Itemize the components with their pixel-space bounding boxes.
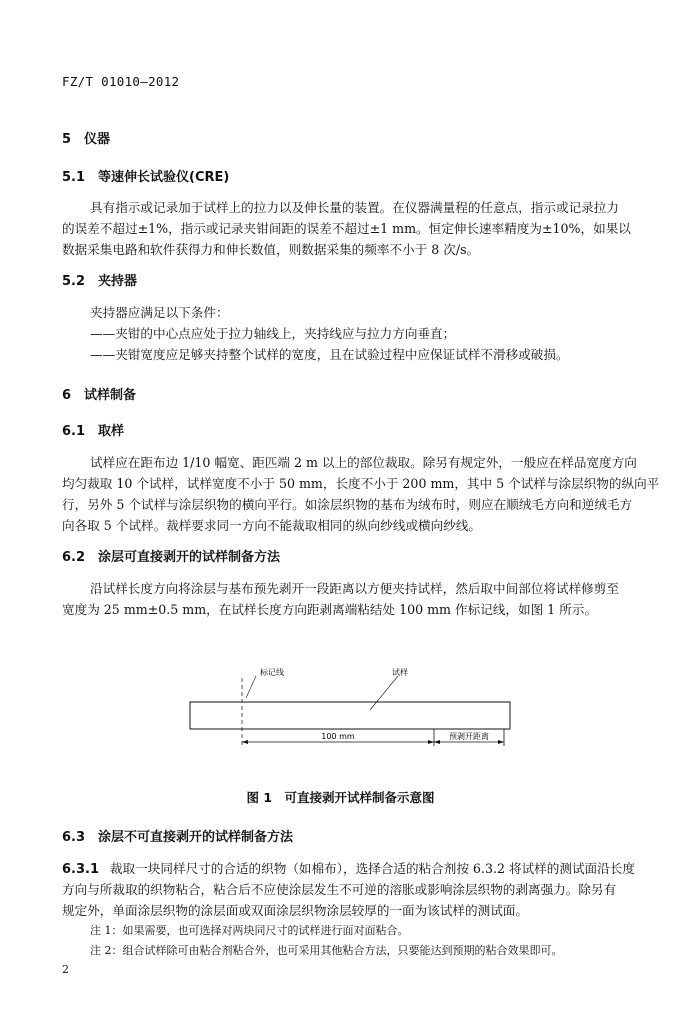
sample-rectangle (190, 702, 510, 729)
paragraph-line (62, 858, 635, 877)
paragraph-line: 方向与所裁取的织物粘合，粘合后不应使涂层发生不可逆的溶胀或影响涂层织物的剥离强力。除另有 (62, 882, 617, 897)
section-title: 取样 (98, 424, 125, 439)
section-5-heading (62, 128, 110, 147)
paragraph-text: 裁取一块同样尺寸的合适的织物（如棉布），选择合适的粘合剂按 6.3.2 将试样的测试面沿长度 (110, 861, 635, 876)
section-6-2-heading (62, 546, 280, 565)
section-number: 6.2 (62, 550, 86, 565)
section-5-1-heading (62, 166, 229, 185)
section-number: 6.3.1 (62, 862, 100, 877)
paragraph-line: 试样应在距布边 1/10 幅宽、距匹端 2 m 以上的部位裁取。除另有规定外，一般应在样品宽度方向 (90, 455, 637, 470)
page-number: 2 (62, 963, 69, 976)
list-item: ——夹钳宽度应足够夹持整个试样的宽度，且在试验过程中应保证试样不滑移或破损。 (90, 347, 569, 362)
paragraph-line: 均匀裁取 10 个试样，试样宽度不小于 50 mm，长度不小于 200 mm，其中 5 个试样与涂层织物的纵向平 (62, 476, 660, 491)
leader-line (370, 676, 398, 710)
section-6-heading (62, 384, 136, 403)
paragraph-line: 夹持器应满足以下条件： (90, 305, 229, 320)
section-number: 6 (62, 388, 72, 403)
label-sample: 试样 (392, 668, 408, 677)
note-1: 注 1：如果需要，也可选择对两块同尺寸的试样进行面对面粘合。 (90, 924, 409, 937)
section-title: 涂层不可直接剥开的试样制备方法 (98, 830, 294, 845)
section-title: 夹持器 (98, 274, 138, 289)
section-title: 涂层可直接剥开的试样制备方法 (98, 550, 281, 565)
label-100mm: 100 mm (321, 732, 355, 741)
section-number: 6.1 (62, 424, 86, 439)
paragraph-line: 具有指示或记录加于试样上的拉力以及伸长量的装置。在仪器满量程的任意点，指示或记录拉力 (90, 200, 619, 215)
section-number: 6.3 (62, 830, 86, 845)
paragraph-line: 向各取 5 个试样。裁样要求同一方向不能裁取相同的纵向纱线或横向纱线。 (62, 518, 482, 533)
figure-caption: 图 1 可直接剥开试样制备示意图 (246, 790, 435, 805)
section-5-2-heading (62, 270, 137, 289)
arrow-head (498, 740, 504, 744)
sample-preparation-diagram (170, 660, 530, 760)
standard-code-header: FZ/T 01010—2012 (62, 74, 180, 89)
arrow-head (242, 740, 248, 744)
section-title: 试样制备 (84, 388, 137, 403)
leader-line (246, 676, 256, 698)
paragraph-line: 沿试样长度方向将涂层与基布预先剥开一段距离以方便夹持试样，然后取中间部位将试样修剪至 (90, 581, 619, 596)
section-number: 5.2 (62, 274, 86, 289)
note-2: 注 2：组合试样除可由粘合剂粘合外，也可采用其他粘合方法，只要能达到预期的粘合效果即可。 (90, 944, 563, 957)
list-item: ——夹钳的中心点应处于拉力轴线上，夹持线应与拉力方向垂直； (90, 326, 456, 341)
arrow-head (428, 740, 434, 744)
label-peel-distance: 预剥开距离 (449, 732, 489, 741)
paragraph-line: 规定外，单面涂层织物的涂层面或双面涂层织物涂层较厚的一面为该试样的测试面。 (62, 903, 528, 918)
paragraph-line: 的误差不超过±1%，指示或记录夹钳间距的误差不超过±1 mm。恒定伸长速率精度为±10%，如果以 (62, 221, 631, 236)
section-title: 仪器 (84, 132, 111, 147)
section-number: 5.1 (62, 170, 86, 185)
section-6-3-heading (62, 826, 293, 845)
section-number: 5 (62, 132, 72, 147)
paragraph-line: 行，另外 5 个试样与涂层织物的横向平行。如涂层织物的基布为绒布时，则应在顺绒毛方向和逆绒毛方 (62, 497, 633, 512)
arrow-head (434, 740, 440, 744)
section-6-1-heading (62, 420, 124, 439)
paragraph-line: 数据采集电路和软件获得力和伸长数值，则数据采集的频率不小于 8 次/s。 (62, 242, 480, 257)
paragraph-line: 宽度为 25 mm±0.5 mm，在试样长度方向距剥离端粘结处 100 mm 作标记线，如图 1 所示。 (62, 602, 597, 617)
label-marker-line: 标记线 (260, 668, 284, 677)
section-title: 等速伸长试验仪(CRE) (98, 170, 230, 185)
